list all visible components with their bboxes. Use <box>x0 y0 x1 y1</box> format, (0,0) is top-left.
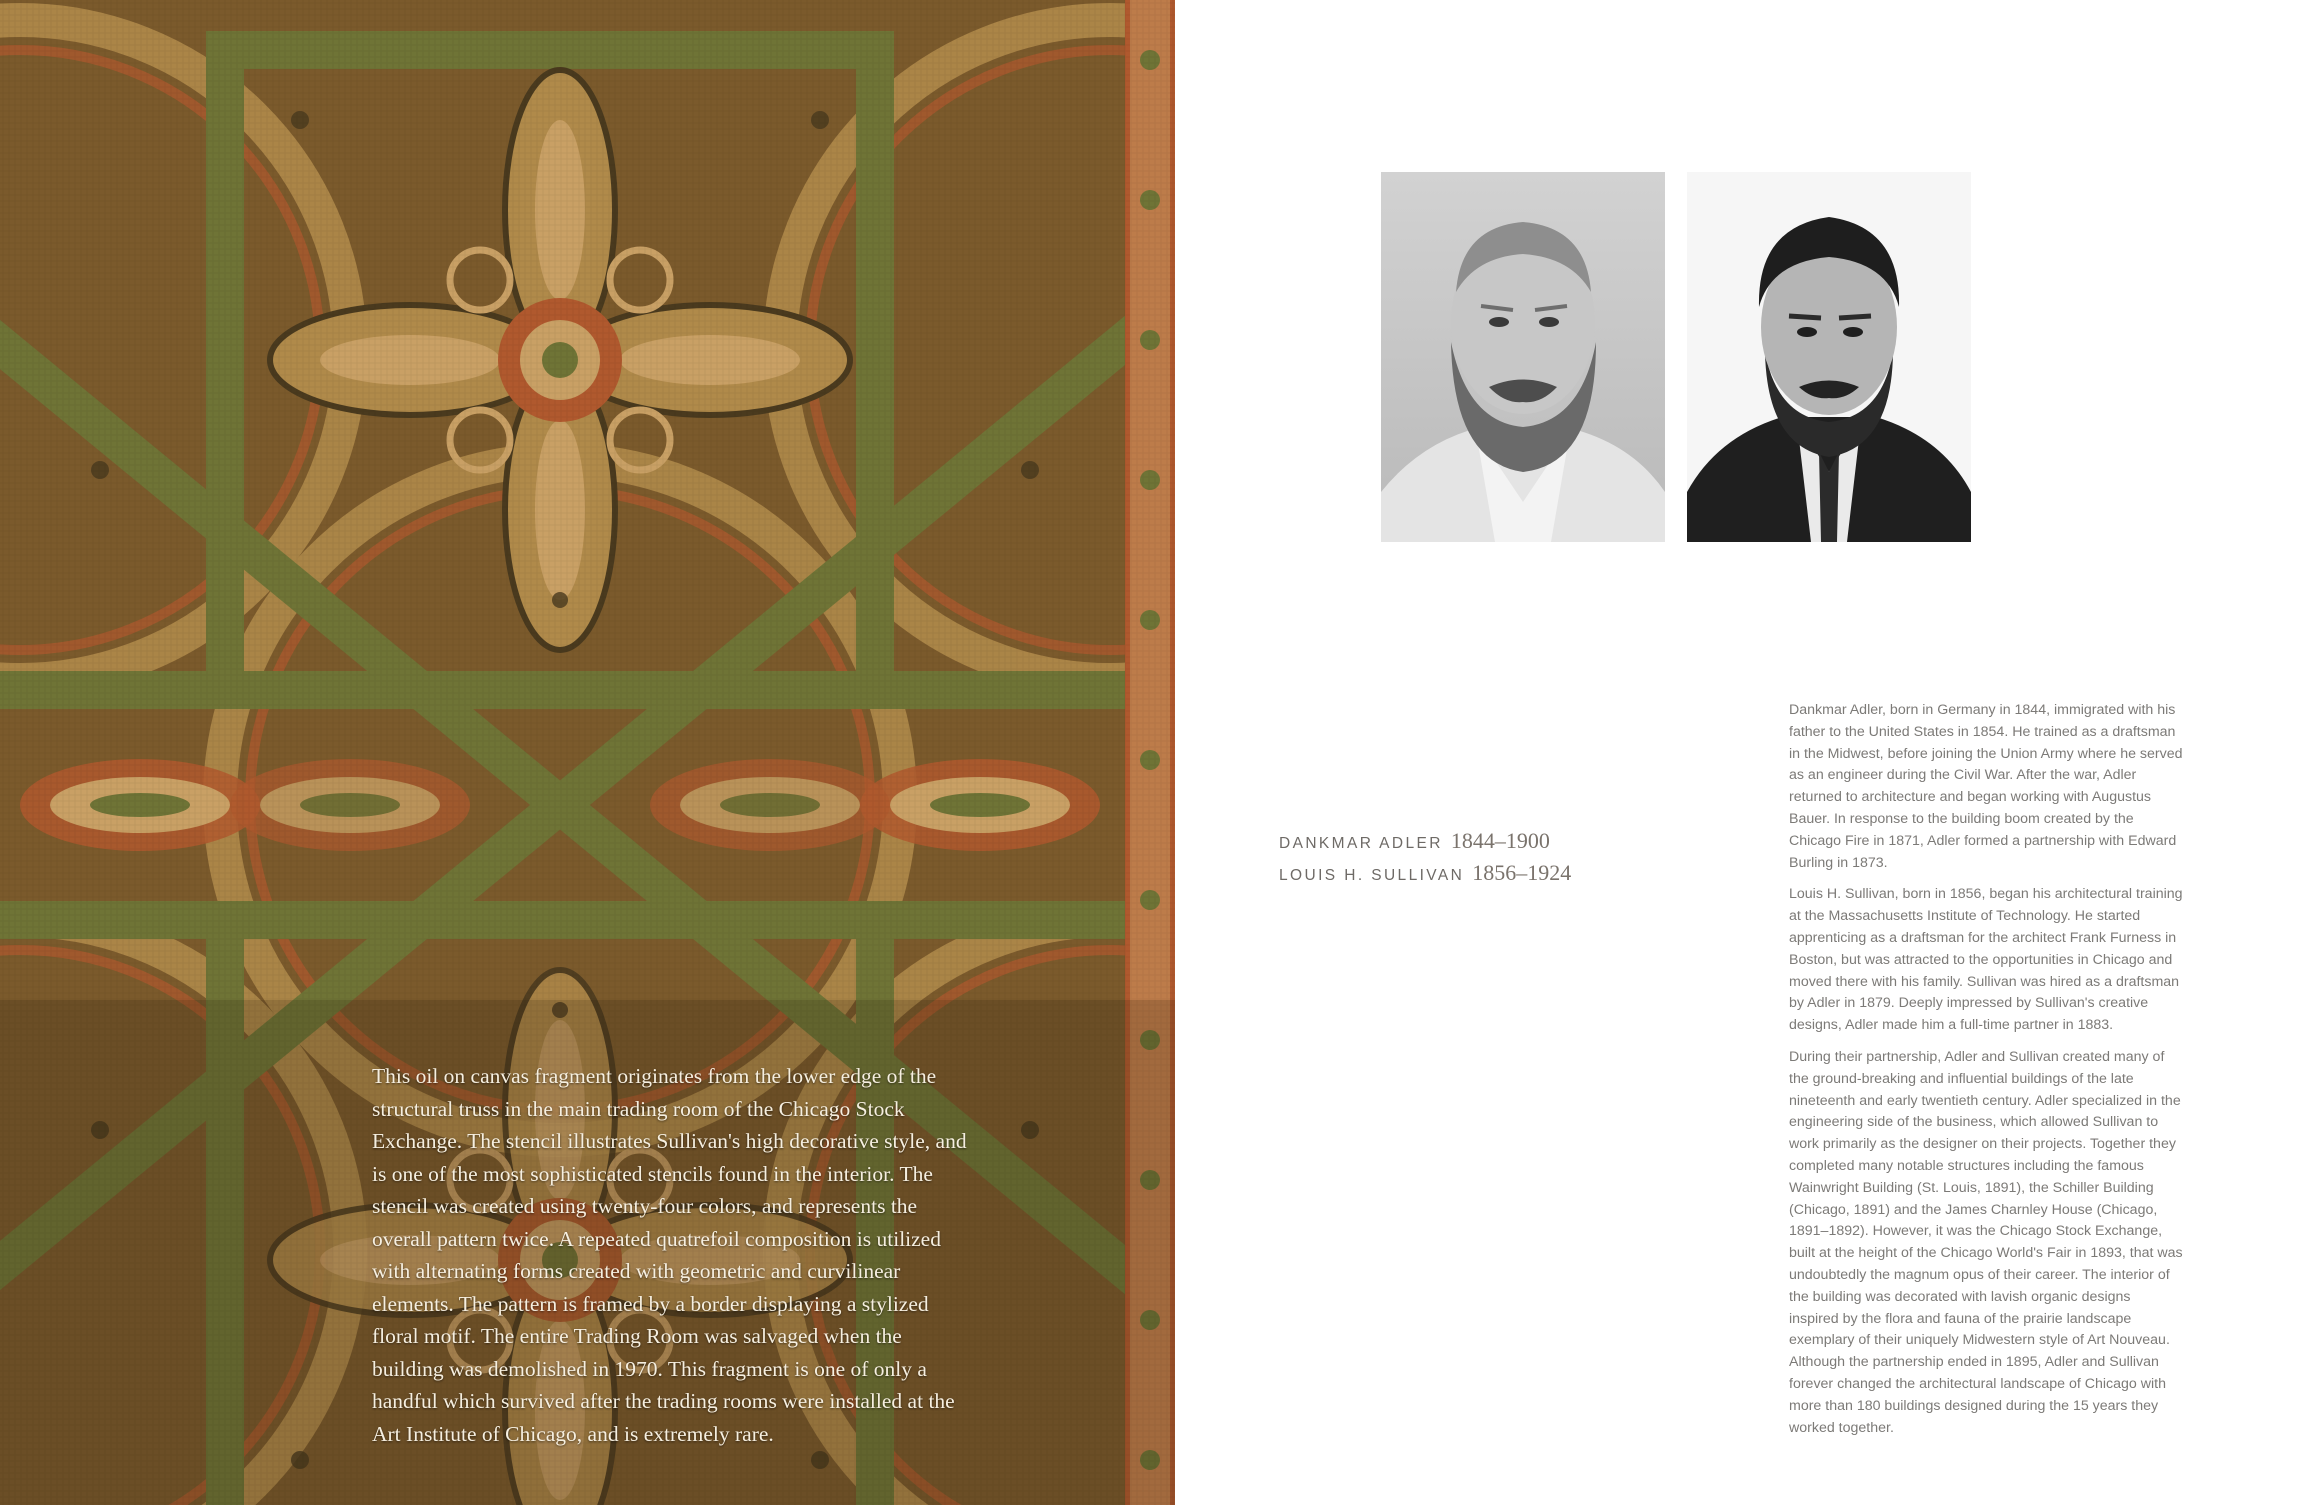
artwork-caption: This oil on canvas fragment originates from the lower edge of the structural truss in the main trading room of the Chicago Stock Exchange. The stencil illustrates Sullivan's high decorative style, and is one of the most sophisticated stencils found in the interior. The stencil was created using twenty-four colors, and represents the overall pattern twice. A repeated quatrefoil composition is utilized with alternating forms created with geometric and curvilinear elements. The pattern is framed by a border displaying a stylized floral motif. The entire Trading Room was salvaged when the building was demolished in 1970. This fragment is one of only a handful which survived after the trading rooms were installed at the Art Institute of Chicago, and is extremely rare. <box>372 1064 967 1446</box>
bio-paragraph-adler: Dankmar Adler, born in Germany in 1844, immigrated with his father to the United States in 1854. He trained as a draftsman in the Midwest, before joining the Union Army where he served as an engineer during the Civil War. After the war, Adler returned to architecture and began working with Augustus Bauer. In response to the building boom created by the Chicago Fire in 1871, Adler formed a partnership with Edward Burling in 1873. <box>1789 702 2183 871</box>
sullivan-name: LOUIS H. SULLIVAN <box>1279 867 1465 884</box>
adler-dates: 1844–1900 <box>1450 828 1550 853</box>
adler-name: DANKMAR ADLER <box>1279 835 1443 852</box>
biography-text <box>1789 700 2184 1449</box>
sullivan-portrait <box>1687 172 1971 542</box>
bio-paragraph-partnership: During their partnership, Adler and Sullivan created many of the ground-breaking and influential buildings of the late nineteenth and early twentieth century. Adler specialized in the engineering side of the business, which allowed Sullivan to work primarily as the designer on their projects. Together they completed many notable structures including the famous Wainwright Building (St. Louis, 1891), the Schiller Building (Chicago, 1891) and the James Charnley House (Chicago, 1891–1892). However, it was the Chicago Stock Exchange, built at the height of the Chicago World's Fair in 1893, that was undoubtedly the magnum opus of their career. The interior of the building was decorated with lavish organic designs inspired by the flora and fauna of the prairie landscape exemplary of their uniquely Midwestern style of Art Nouveau. Although the partnership ended in 1895, Adler and Sullivan forever changed the architectural landscape of Chicago with more than 180 buildings designed during the 15 years they worked together. <box>1789 1048 2183 1436</box>
sullivan-portrait-photo-icon <box>1687 172 1971 542</box>
sullivan-name-line <box>1279 857 1571 889</box>
sullivan-dates: 1856–1924 <box>1472 860 1572 885</box>
adler-portrait <box>1381 172 1665 542</box>
adler-portrait-photo-icon <box>1381 172 1665 542</box>
architect-names <box>1279 825 1571 889</box>
adler-name-line <box>1279 825 1571 857</box>
bio-paragraph-sullivan: Louis H. Sullivan, born in 1856, began his architectural training at the Massachusetts Institute of Technology. He started apprenticing as a draftsman for the architect Frank Furness in Boston, but was attracted to the opportunities in Chicago and moved there with his family. Sullivan was hired as a draftsman by Adler in 1879. Deeply impressed by Sullivan's creative designs, Adler made him a full-time partner in 1883. <box>1789 886 2183 1034</box>
